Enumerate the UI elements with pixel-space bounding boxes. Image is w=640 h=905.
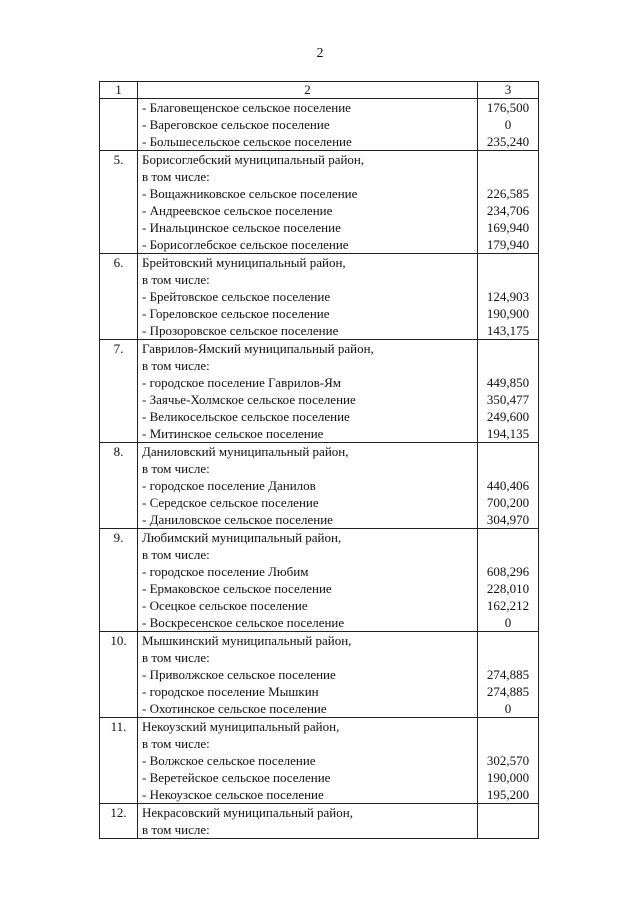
settlement-label: - Гореловское сельское поселение: [142, 306, 330, 321]
settlement-label: - городское поселение Гаврилов-Ям: [142, 375, 342, 390]
settlement-label: в том числе:: [142, 272, 210, 287]
row-number-cell: [100, 804, 138, 839]
settlement-label: Гаврилов-Ямский муниципальный район,: [142, 341, 374, 356]
settlement-label: Мышкинский муниципальный район,: [142, 633, 352, 648]
settlement-label: - городское поселение Мышкин: [142, 684, 319, 699]
amount-value: [478, 804, 538, 821]
amount-value: 228,010: [486, 581, 530, 596]
amount-cell: [478, 151, 539, 254]
amount-value: 234,706: [486, 203, 530, 218]
table-header-row: [100, 82, 539, 99]
amount-value: 304,970: [486, 512, 530, 527]
amount-value: 0: [504, 117, 512, 132]
table-body: [100, 82, 539, 839]
settlement-label: - городское поселение Любим: [142, 564, 309, 579]
column-header-3: 3: [478, 82, 539, 99]
amount-value: [478, 340, 538, 357]
row-number: 7.: [113, 341, 124, 356]
amount-value: [478, 254, 538, 271]
row-number-cell: [100, 632, 138, 718]
allocation-table: [99, 81, 539, 839]
amount-value: 449,850: [486, 375, 530, 390]
row-number-cell: [100, 151, 138, 254]
amount-value: [478, 443, 538, 460]
amount-value: 124,903: [486, 289, 530, 304]
column-header-2: 2: [138, 82, 478, 99]
row-number-cell: [100, 99, 138, 151]
row-number-cell: [100, 529, 138, 632]
amount-value: [478, 821, 538, 838]
amount-value: 162,212: [486, 598, 530, 613]
settlement-label: Любимский муниципальный район,: [142, 530, 342, 545]
district-cell: [138, 529, 478, 632]
settlement-label: в том числе:: [142, 169, 210, 184]
settlement-label: - Ермаковское сельское поселение: [142, 581, 332, 596]
settlement-label: - городское поселение Данилов: [142, 478, 316, 493]
amount-value: [478, 529, 538, 546]
row-number-cell: [100, 340, 138, 443]
table-row: [100, 718, 539, 804]
settlement-label: - Заячье-Холмское сельское поселение: [142, 392, 356, 407]
settlement-label: Даниловский муниципальный район,: [142, 444, 349, 459]
amount-value: 194,135: [486, 426, 530, 441]
table-row: [100, 443, 539, 529]
district-cell: [138, 254, 478, 340]
settlement-label: - Великосельское сельское поселение: [142, 409, 350, 424]
amount-value: [478, 460, 538, 477]
district-cell: [138, 340, 478, 443]
amount-value: 700,200: [486, 495, 530, 510]
amount-cell: [478, 804, 539, 839]
table-row: [100, 529, 539, 632]
settlement-label: Некрасовский муниципальный район,: [142, 805, 353, 820]
amount-cell: [478, 632, 539, 718]
amount-value: [478, 718, 538, 735]
amount-cell: [478, 529, 539, 632]
amount-value: [478, 649, 538, 666]
row-number: 10.: [110, 633, 127, 648]
settlement-label: - Большесельское сельское поселение: [142, 134, 352, 149]
amount-value: 190,900: [486, 306, 530, 321]
amount-value: 190,000: [486, 770, 530, 785]
row-number-cell: [100, 254, 138, 340]
amount-cell: [478, 99, 539, 151]
amount-cell: [478, 340, 539, 443]
settlement-label: в том числе:: [142, 547, 210, 562]
amount-value: 440,406: [486, 478, 530, 493]
amount-cell: [478, 254, 539, 340]
settlement-label: Брейтовский муниципальный район,: [142, 255, 346, 270]
settlement-label: - Волжское сельское поселение: [142, 753, 316, 768]
amount-value: 235,240: [486, 134, 530, 149]
district-cell: [138, 443, 478, 529]
amount-value: 608,296: [486, 564, 530, 579]
settlement-label: - Андреевское сельское поселение: [142, 203, 333, 218]
settlement-label: Борисоглебский муниципальный район,: [142, 152, 365, 167]
table-row: [100, 804, 539, 839]
amount-cell: [478, 443, 539, 529]
settlement-label: - Воскресенское сельское поселение: [142, 615, 345, 630]
column-header-1: 1: [100, 82, 138, 99]
district-cell: [138, 99, 478, 151]
table-row: [100, 254, 539, 340]
settlement-label: - Инальцинское сельское поселение: [142, 220, 341, 235]
amount-value: [478, 271, 538, 288]
amount-value: 0: [504, 615, 512, 630]
row-number: 12.: [110, 805, 127, 820]
settlement-label: Некоузский муниципальный район,: [142, 719, 340, 734]
amount-value: [478, 357, 538, 374]
settlement-label: - Середское сельское поселение: [142, 495, 319, 510]
amount-value: 302,570: [486, 753, 530, 768]
settlement-label: - Вощажниковское сельское поселение: [142, 186, 358, 201]
settlement-label: - Брейтовское сельское поселение: [142, 289, 331, 304]
settlement-label: - Осецкое сельское поселение: [142, 598, 308, 613]
settlement-label: - Благовещенское сельское поселение: [142, 100, 351, 115]
row-number-cell: [100, 718, 138, 804]
amount-value: 169,940: [486, 220, 530, 235]
table-row: [100, 632, 539, 718]
row-number: 6.: [113, 255, 124, 270]
settlement-label: - Охотинское сельское поселение: [142, 701, 327, 716]
settlement-label: в том числе:: [142, 461, 210, 476]
table-row: [100, 99, 539, 151]
row-number: 9.: [113, 530, 124, 545]
settlement-label: - Прозоровское сельское поселение: [142, 323, 339, 338]
table-row: [100, 151, 539, 254]
amount-value: 249,600: [486, 409, 530, 424]
settlement-label: в том числе:: [142, 358, 210, 373]
district-cell: [138, 151, 478, 254]
settlement-label: - Борисоглебское сельское поселение: [142, 237, 349, 252]
amount-value: [478, 151, 538, 168]
district-cell: [138, 718, 478, 804]
settlement-label: - Даниловское сельское поселение: [142, 512, 333, 527]
settlement-label: в том числе:: [142, 822, 210, 837]
district-cell: [138, 632, 478, 718]
table-row: [100, 340, 539, 443]
amount-value: 0: [504, 701, 512, 716]
settlement-label: в том числе:: [142, 736, 210, 751]
row-number-cell: [100, 443, 138, 529]
settlement-label: в том числе:: [142, 650, 210, 665]
row-number: 5.: [113, 152, 124, 167]
amount-value: [478, 168, 538, 185]
settlement-label: - Приволжское сельское поселение: [142, 667, 336, 682]
amount-value: [478, 632, 538, 649]
settlement-label: - Некоузское сельское поселение: [142, 787, 324, 802]
amount-value: [478, 735, 538, 752]
amount-value: 195,200: [486, 787, 530, 802]
amount-value: 274,885: [486, 684, 530, 699]
amount-value: 226,585: [486, 186, 530, 201]
district-cell: [138, 804, 478, 839]
page-number: 2: [316, 46, 324, 61]
settlement-label: - Митинское сельское поселение: [142, 426, 324, 441]
settlement-label: - Вареговское сельское поселение: [142, 117, 330, 132]
amount-value: 179,940: [486, 237, 530, 252]
row-number: 11.: [110, 719, 127, 734]
amount-value: 350,477: [486, 392, 530, 407]
amount-value: 143,175: [486, 323, 530, 338]
settlement-label: - Веретейское сельское поселение: [142, 770, 331, 785]
amount-value: 176,500: [486, 100, 530, 115]
amount-value: 274,885: [486, 667, 530, 682]
row-number: [100, 99, 137, 116]
amount-cell: [478, 718, 539, 804]
row-number: 8.: [113, 444, 124, 459]
amount-value: [478, 546, 538, 563]
